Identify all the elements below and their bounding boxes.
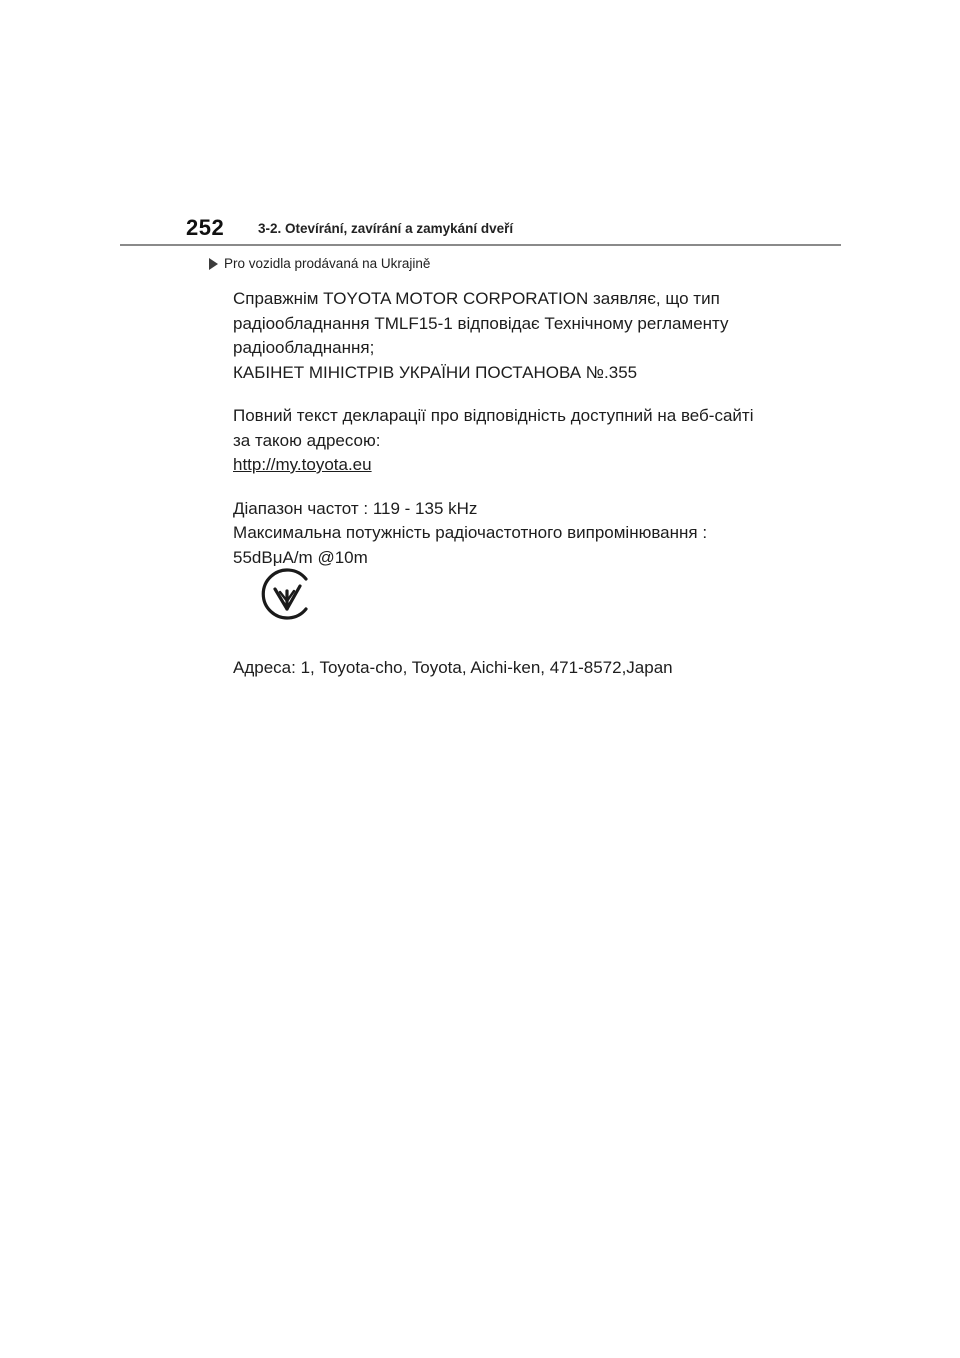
paragraph-gap [233,385,793,404]
body-text [233,287,793,570]
website-link[interactable]: http://my.toyota.eu [233,455,372,474]
frequency-range: Діапазон частот : 119 - 135 kHz [233,498,478,518]
subsection-title: Pro vozidla prodávaná na Ukrajině [224,256,431,271]
subsection-heading [209,256,430,271]
paragraph-gap [233,478,793,497]
triangle-bullet-icon [209,258,218,270]
fulltext-line-2: за такою адресою: [233,430,381,450]
declaration-line-4: КАБІНЕТ МІНІСТРІВ УКРАЇНИ ПОСТАНОВА №.355 [233,362,638,382]
max-power-label: Максимальна потужність радіочастотного випромінювання : [233,523,708,542]
fulltext-line-1: Повний текст декларації про відповідність доступний на веб-сайті [233,406,754,425]
declaration-line-3: радіообладнання; [233,338,375,357]
declaration-line-2: радіообладнання TMLF15-1 відповідає Технічному регламенту [233,313,729,333]
declaration-line-1: Справжнім TOYOTA MOTOR CORPORATION заявляє, що тип [233,289,720,308]
ukrainian-conformity-mark-icon [258,565,316,623]
section-title: 3-2. Otevírání, zavírání a zamykání dveří [258,221,514,236]
header-rule [120,244,841,246]
page-number: 252 [186,215,225,240]
max-power-value: 55dBμA/m @10m [233,547,368,567]
manufacturer-address: Адреса: 1, Toyota-cho, Toyota, Aichi-ken, 471-8572,Japan [233,658,673,677]
